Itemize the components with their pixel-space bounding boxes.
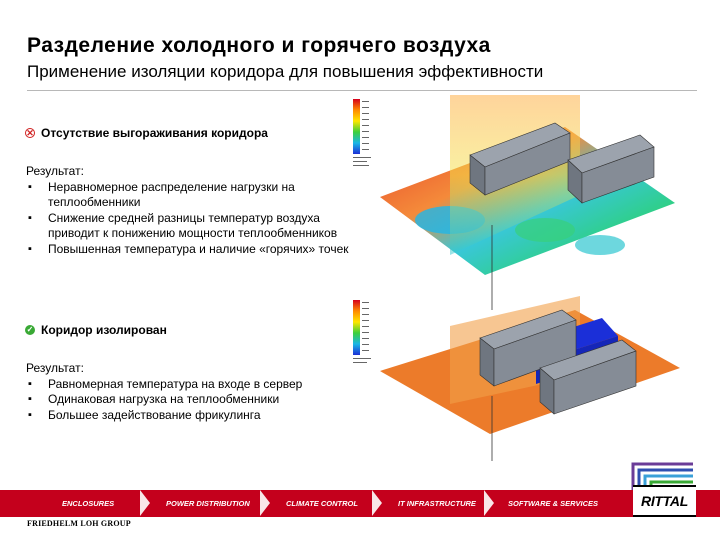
list-item: ▪ Одинаковая нагрузка на теплообменники xyxy=(26,392,366,408)
nav-separator xyxy=(140,490,150,516)
section-closed-heading-text: Коридор изолирован xyxy=(41,323,167,337)
result-label: Результат: xyxy=(26,361,84,375)
footer-nav-bar xyxy=(0,490,720,517)
section-open-heading-text: Отсутствие выгораживания коридора xyxy=(41,126,268,140)
nav-separator xyxy=(260,490,270,516)
list-item: ▪ Повышенная температура и наличие «горячих» точек xyxy=(26,242,366,258)
nav-it-infrastructure[interactable]: IT INFRASTRUCTURE xyxy=(398,499,476,508)
section-open-heading xyxy=(25,126,268,140)
color-scale-bar xyxy=(353,99,360,154)
x-circle-icon: ✕ xyxy=(26,127,34,138)
section-open-bullets xyxy=(26,180,366,258)
list-item: ▪ Неравномерное распределение нагрузки на теплообменники xyxy=(26,180,366,211)
nav-separator xyxy=(484,490,494,516)
group-name: FRIEDHELM LOH GROUP xyxy=(27,519,131,528)
color-scale-bar xyxy=(353,300,360,355)
section-closed-result xyxy=(26,361,366,423)
simulation-image-open-aisle xyxy=(340,95,690,310)
result-label: Результат: xyxy=(26,164,84,178)
nav-enclosures[interactable]: ENCLOSURES xyxy=(62,499,115,508)
rittal-logo: RITTAL xyxy=(633,485,696,517)
page-subtitle: Применение изоляции коридора для повышения эффективности xyxy=(27,62,544,81)
section-closed-bullets xyxy=(26,377,366,424)
title-divider xyxy=(27,90,697,91)
list-item: ▪ Большее задействование фрикулинга xyxy=(26,408,366,424)
nav-power-distribution[interactable]: POWER DISTRIBUTION xyxy=(166,499,250,508)
page-title: Разделение холодного и горячего воздуха xyxy=(27,34,491,57)
nav-climate-control[interactable]: CLIMATE CONTROL xyxy=(286,499,358,508)
section-closed-heading xyxy=(25,323,167,337)
simulation-image-closed-aisle xyxy=(340,296,690,461)
list-item: ▪ Снижение средней разницы температур воздуха приводит к понижению мощности теплообменников xyxy=(26,211,366,242)
list-item: ▪ Равномерная температура на входе в сервер xyxy=(26,377,366,393)
section-open-result xyxy=(26,164,366,257)
nav-separator xyxy=(372,490,382,516)
nav-software-services[interactable]: SOFTWARE & SERVICES xyxy=(508,499,599,508)
check-circle-icon: ✓ xyxy=(26,325,34,334)
